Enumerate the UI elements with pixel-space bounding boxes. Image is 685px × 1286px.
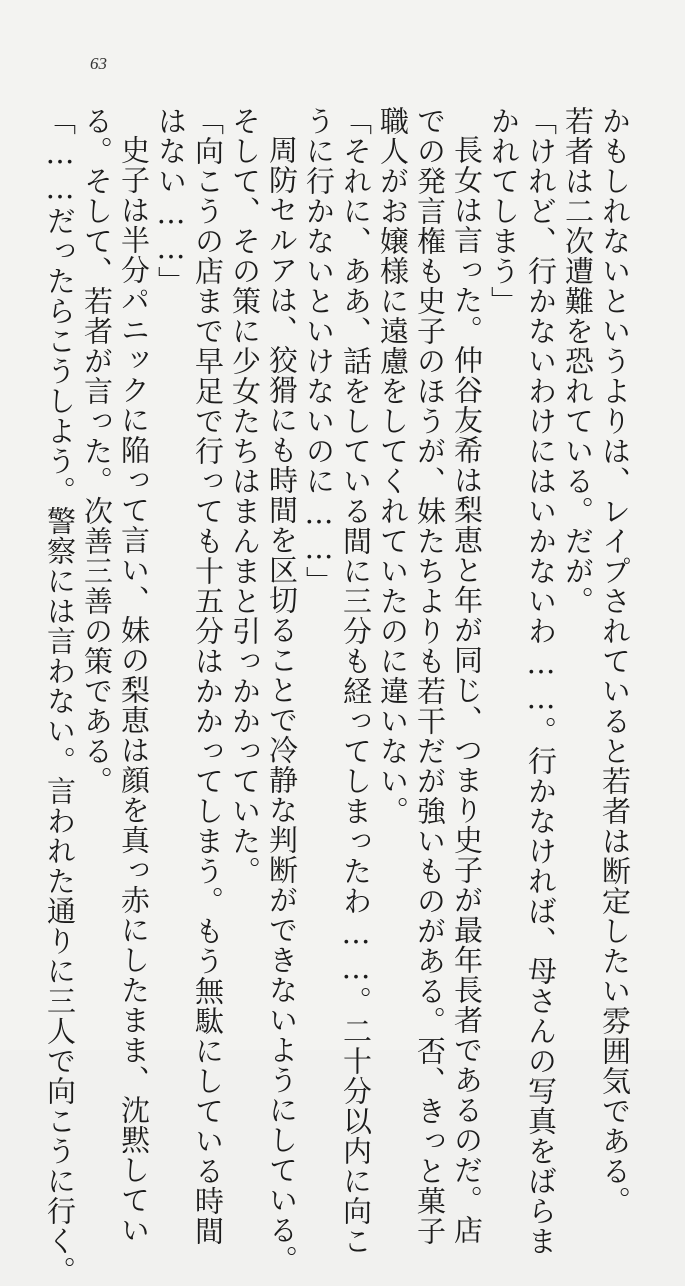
text-line: 「それに、ああ、話をしている間に三分も経ってしまったわ……。二十分以内に向こ [339,106,373,1256]
text-line: 長女は言った。仲谷友希は梨恵と年が同じ、つまり史子が最年長者であるのだ。店 [450,135,484,1245]
text-line: 「けれど、行かないわけにはいかないわ……。行かなければ、母さんの写真をばらま [524,106,558,1256]
text-line: 「向こうの店まで早足で行っても十五分はかかってしまう。もう無駄にしている時間 [191,106,225,1246]
text-line: 周防セルアは、狡猾にも時間を区切ることで冷静な判断ができないようにしている。 [265,135,299,1275]
text-line: そして、その策に少女たちはまんまと引っかかっていた。 [228,106,262,886]
text-line: 若者は二次遭難を恐れている。だが。 [561,106,595,616]
text-line: る。そして、若者が言った。次善三善の策である。 [80,106,114,796]
text-line: 「……だったらこうしよう。警察には言わない。言われた通りに三人で向こうに行く。 [43,106,77,1286]
text-line: 史子は半分パニックに陥って言い、妹の梨恵は顔を真っ赤にしたまま、沈黙してい [117,135,151,1245]
page-number: 63 [90,54,107,73]
text-line: うに行かないといけないのに……」 [302,106,336,596]
text-line: かれてしまう」 [487,106,521,316]
text-line: での発言権も史子のほうが、妹たちよりも若干だが強いものがある。否、きっと菓子 [413,106,447,1246]
text-line: 職人がお嬢様に遠慮をしてくれていたのに違いない。 [376,106,410,826]
text-line: はない……」 [154,106,188,296]
text-line: かもしれないというよりは、レイプされていると若者は断定したい雰囲気である。 [598,106,632,1216]
vertical-text-body [41,106,633,1286]
